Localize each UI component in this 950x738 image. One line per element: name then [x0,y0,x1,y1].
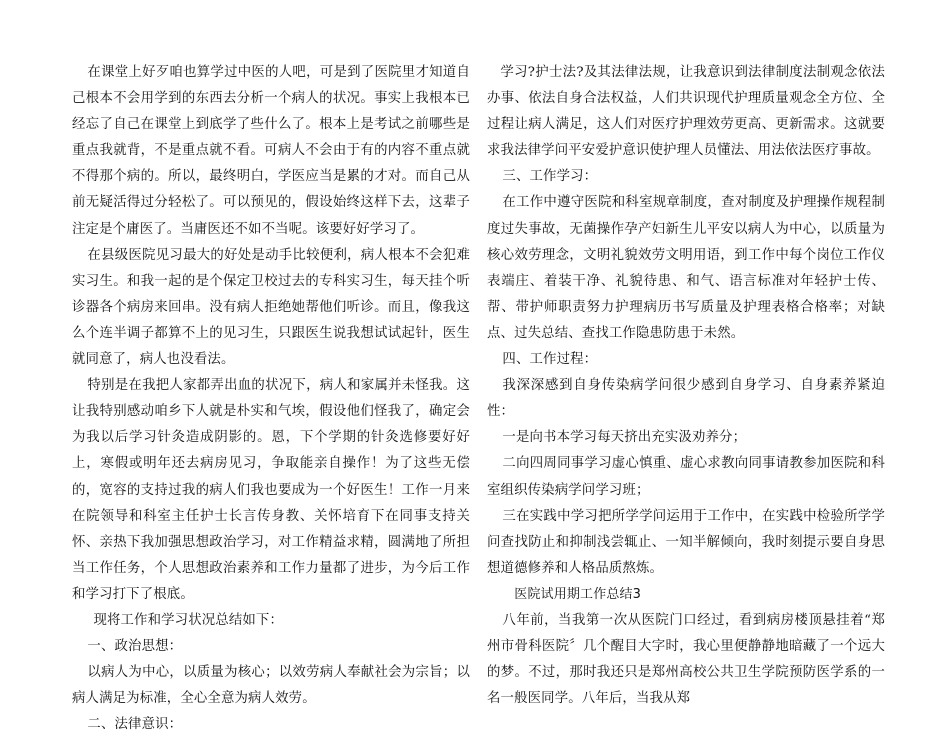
section-heading-work-study: 三、工作学习： [502,169,598,185]
paragraph: 在课堂上好歹咱也算学过中医的人吧，可是到了医院里才知道自己根本不会用学到的东西去分析一个病人的状况。事实上我根本已经忘了自己在课堂上到底学了些什么了。根本上是考试之前哪些是重点我就背，不是重点就不看。可病人不会由于有的内容不重点就不得那个病的。所以，最终明白，学医应当是累的才对。而自己从前无疑活得过分轻松了。可以预见的，假设始终这样下去，这辈子注定是个庸医了。当庸医还不如不当呢。该要好好学习了。 [72,65,470,237]
paragraph: 特别是在我把人家都弄出血的状况下，病人和家属并未怪我。这让我特别感动咱乡下人就是朴实和气埃，假设他们怪我了，确定会为我以后学习针灸造成阴影的。恩，下个学期的针灸选修要好好上，寒假或明年还去病房见习，争取能亲自操作！为了这些无偿的，宽容的支持过我的病人们我也要成为一个好医生！工作一月来在院领导和科室主任护士长言传身教、关怀培育下在同事支持关怀、亲热下我加强思想政治学习，对工作精益求精，圆满地了所担当工作任务，个人思想政治素养和工作力量都了进步，为今后工作和学习打下了根底。 [72,378,470,602]
paragraph: 我深深感到自身传染病学问很少感到自身学习、自身素养紧迫性： [487,378,885,420]
paragraph: 以病人为中心，以质量为核心；以效劳病人奉献社会为宗旨；以病人满足为标准，全心全意为病人效劳。 [72,665,470,707]
paragraph: 二向四周同事学习虚心慎重、虚心求教向同事请教参加医院和科室组织传染病学问学习班； [487,456,885,498]
paragraph: 八年前，当我第一次从医院门口经过，看到病房楼顶悬挂着“郑州市骨科医院〞几个醒目大字时，我心里便静静地暗藏了一个远大的梦。不过，那时我还只是郑州高校公共卫生学院预防医学系的一名一般医同学。八年后，当我从郑 [487,612,885,707]
paragraph: 在工作中遵守医院和科室规章制度，查对制度及护理操作规程制度过失事故，无菌操作孕产妇新生儿平安以病人为中心，以质量为核心效劳理念，文明礼貌效劳文明用语，到工作中每个岗位工作仪表端庄、着装干净、礼貌待患、和气、语言标准对年轻护士传、帮、带护师职责努力护理病历书写质量及护理表格合格率；对缺点、过失总结、查找工作隐患防患于未然。 [487,195,885,341]
section-heading-law: 二、法律意识： [87,717,183,733]
document-subtitle: 医院试用期工作总结3 [514,586,642,602]
paragraph: 在县级医院见习最大的好处是动手比较便利，病人根本不会犯难实习生。和我一起的是个保定卫校过去的专科实习生，每天挂个听诊器各个病房来回串。没有病人拒绝她帮他们听诊。而且，像我这么个连半调子都算不上的见习生，只跟医生说我想试试起针，医生就同意了，病人也没看法。 [72,247,470,368]
section-heading-politics: 一、政治思想： [87,639,183,655]
paragraph: 学习?护士法?及其法律法规，让我意识到法律制度法制观念依法办事、依法自身合法权益，人们共识现代护理质量观念全方位、全过程让病人满足，这人们对医疗护理效劳更高、更新需求。这就要求我法律学问平安爱护意识使护理人员懂法、用法依法医疗事故。 [487,65,885,159]
left-column [72,60,470,738]
summary-intro: 现将工作和学习状况总结如下： [93,612,284,628]
paragraph: 一是向书本学习每天挤出充实汲劝养分； [502,430,747,446]
section-heading-work-process: 四、工作过程： [502,352,598,368]
paragraph: 三在实践中学习把所学学问运用于工作中，在实践中检验所学学问查找防止和抑制浅尝辄止、一知半解倾向，我时刻提示要自身思想道德修养和人格品质熬炼。 [487,508,885,576]
right-column [487,60,885,712]
